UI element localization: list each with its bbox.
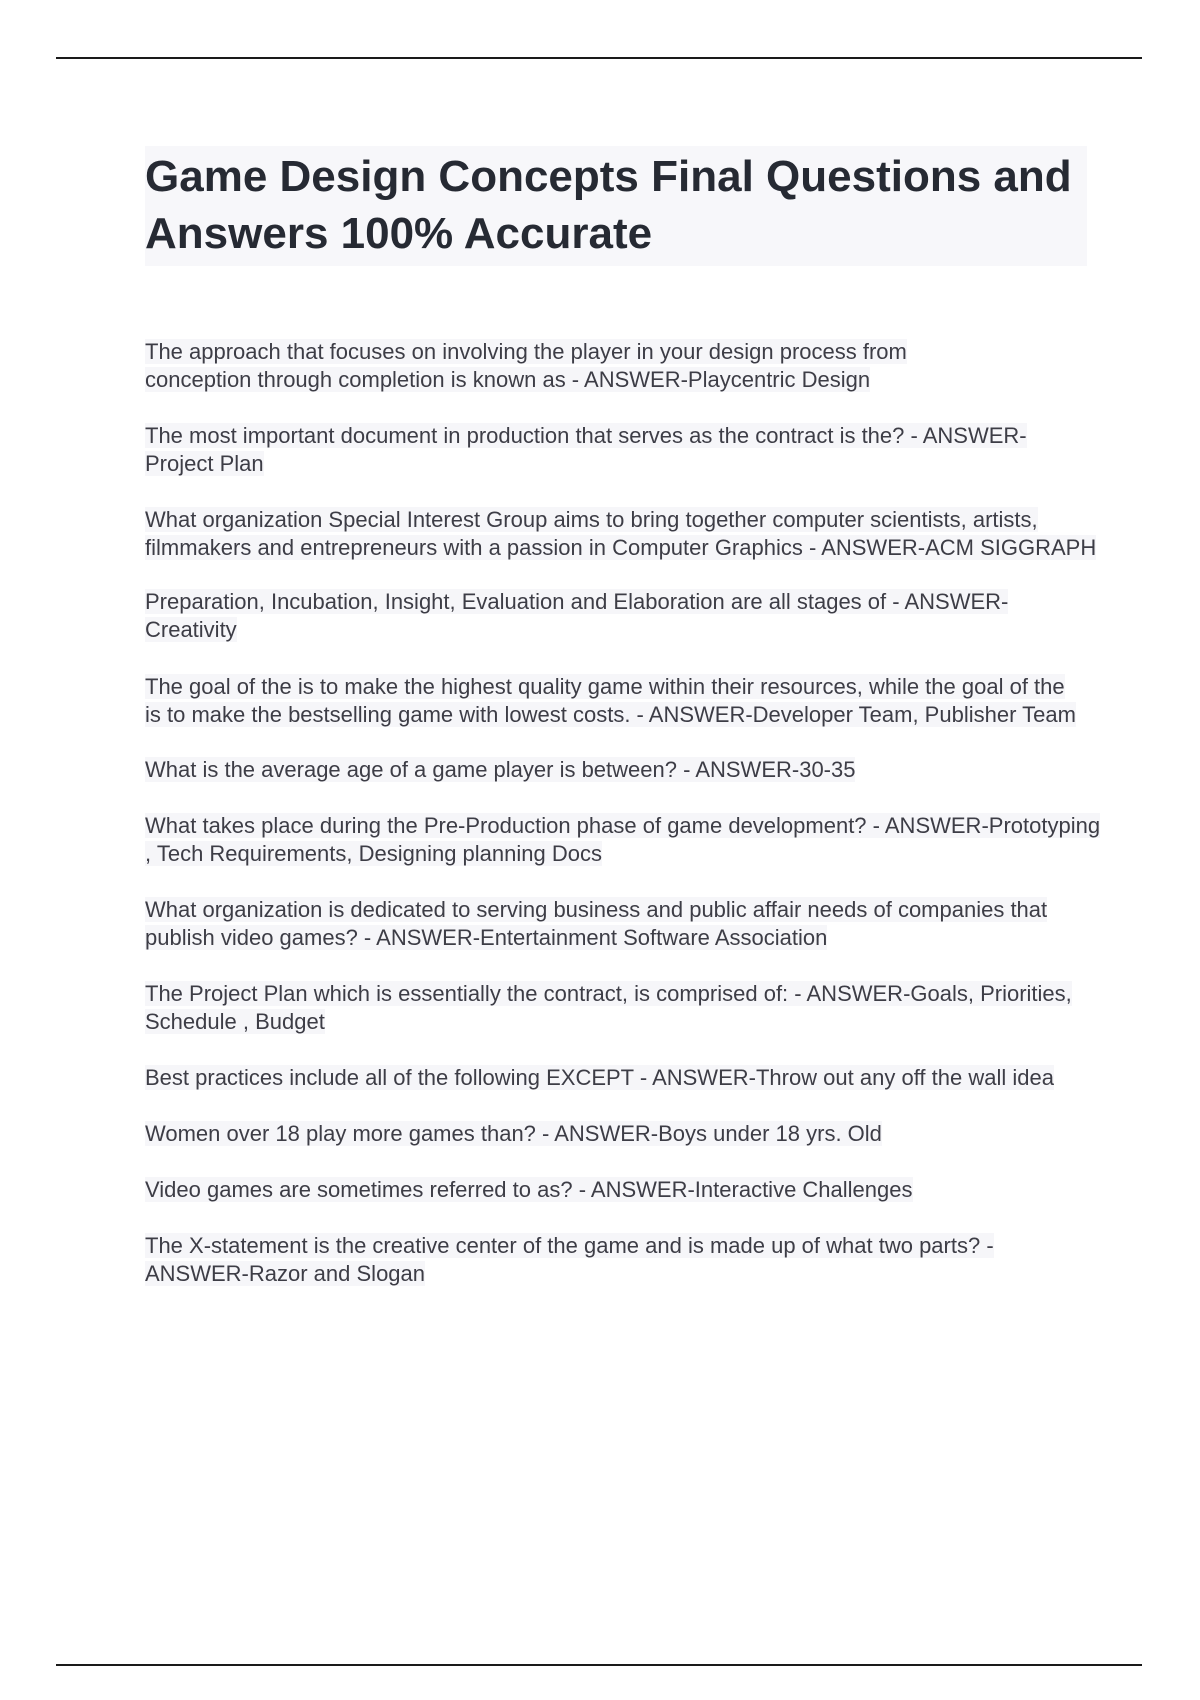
bottom-rule (56, 1664, 1142, 1666)
qa-text: What organization is dedicated to serving business and public affair needs of companies that publish video games? - ANSWER-Entertainment Software Association (145, 897, 1048, 950)
qa-item (145, 896, 1065, 952)
qa-text: What takes place during the Pre-Production phase of game development? - ANSWER-Prototyping , Tech Requirements, Designing planning Docs (145, 813, 1101, 866)
qa-text: Women over 18 play more games than? - ANSWER-Boys under 18 yrs. Old (145, 1121, 882, 1146)
qa-text: The approach that focuses on involving the player in your design process from conception through completion is known as - ANSWER-Playcentric Design (145, 339, 907, 392)
qa-item (145, 338, 1005, 394)
qa-item (145, 812, 1103, 868)
qa-list (145, 338, 1105, 1288)
document-title: Game Design Concepts Final Questions and Answers 100% Accurate (145, 152, 1072, 258)
qa-text: The X-statement is the creative center of the game and is made up of what two parts? - ANSWER-Razor and Slogan (145, 1233, 994, 1286)
qa-item (145, 1064, 1085, 1092)
qa-item (145, 980, 1085, 1036)
qa-text: What organization Special Interest Group aims to bring together computer scientists, artists, filmmakers and entrepreneurs with a passion in Computer Graphics - ANSWER-ACM SIGGRAPH (145, 507, 1097, 560)
qa-item (145, 588, 1045, 644)
qa-item (145, 673, 1085, 729)
qa-item (145, 1232, 1085, 1288)
qa-item (145, 1120, 1085, 1148)
top-rule (56, 57, 1142, 59)
qa-text: The goal of the is to make the highest quality game within their resources, while the goal of the is to make the bestselling game with lowest costs. - ANSWER-Developer Team, Publisher Team (145, 674, 1076, 727)
qa-text: What is the average age of a game player is between? - ANSWER-30-35 (145, 757, 856, 782)
qa-text: Best practices include all of the following EXCEPT - ANSWER-Throw out any off the wall idea (145, 1065, 1054, 1090)
qa-item (145, 422, 1045, 478)
qa-item (145, 506, 1103, 562)
qa-text: The most important document in production that serves as the contract is the? - ANSWER-Project Plan (145, 423, 1027, 476)
qa-text: Video games are sometimes referred to as? - ANSWER-Interactive Challenges (145, 1177, 913, 1202)
qa-text: The Project Plan which is essentially the contract, is comprised of: - ANSWER-Goals, Priorities, Schedule , Budget (145, 981, 1072, 1034)
qa-text: Preparation, Incubation, Insight, Evaluation and Elaboration are all stages of - ANSWER-Creativity (145, 589, 1009, 642)
qa-item (145, 756, 1085, 784)
qa-item (145, 1176, 1085, 1204)
title-block (145, 146, 1087, 266)
